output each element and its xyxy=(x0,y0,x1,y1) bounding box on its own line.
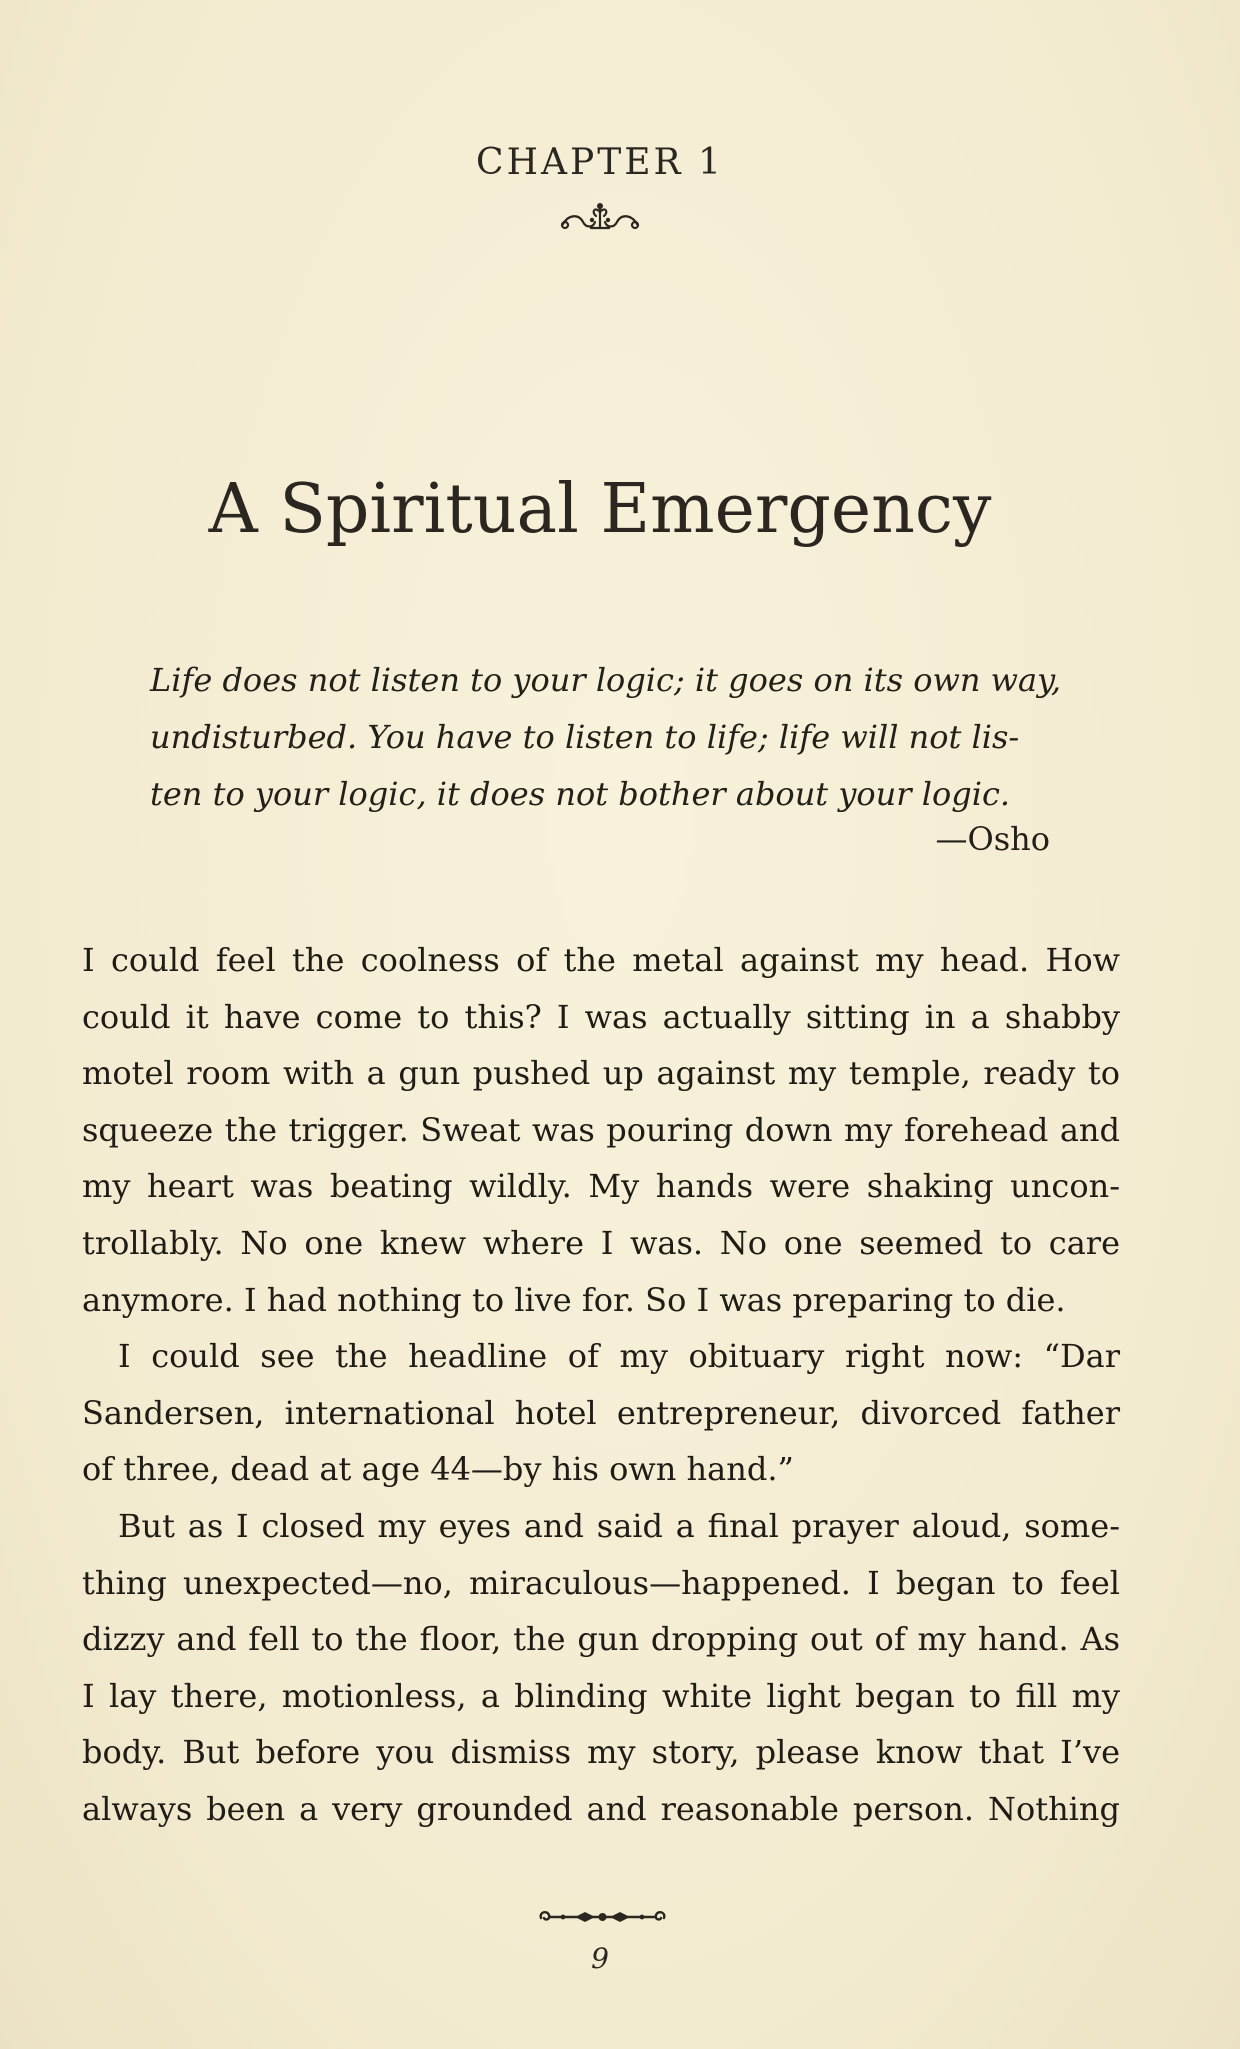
body-line: I could see the headline of my obituary right now: “Dar xyxy=(118,1337,1120,1376)
epigraph-line: undisturbed. You have to listen to life; life will not lis- xyxy=(150,718,1020,756)
page-number: 9 xyxy=(591,1942,609,1975)
fleuron-ornament-icon xyxy=(555,198,645,238)
body-line: trollably. No one knew where I was. No one seemed to care xyxy=(82,1223,1120,1262)
body-line: I lay there, motionless, a blinding white light began to fill my xyxy=(82,1676,1120,1715)
body-line: thing unexpected—no, miraculous—happened. I began to feel xyxy=(82,1563,1120,1602)
body-line: dizzy and fell to the floor, the gun dropping out of my hand. As xyxy=(82,1620,1120,1659)
epigraph-attribution: —Osho xyxy=(935,820,1050,858)
chapter-label: CHAPTER 1 xyxy=(476,142,724,183)
scroll-divider-icon xyxy=(535,1906,670,1928)
body-text xyxy=(82,932,1120,1838)
body-line: body. But before you dismiss my story, please know that I’ve xyxy=(82,1733,1120,1772)
body-line: Sandersen, international hotel entrepreneur, divorced father xyxy=(82,1393,1120,1432)
body-line: my heart was beating wildly. My hands were shaking uncon- xyxy=(82,1167,1120,1206)
epigraph-line: Life does not listen to your logic; it goes on its own way, xyxy=(150,661,1062,699)
body-line: always been a very grounded and reasonable person. Nothing xyxy=(82,1789,1120,1828)
body-line: I could feel the coolness of the metal against my head. How xyxy=(82,941,1120,979)
body-line: of three, dead at age 44—by his own hand.” xyxy=(82,1450,794,1489)
body-line: could it have come to this? I was actually sitting in a shabby xyxy=(82,997,1120,1036)
epigraph-quote xyxy=(150,652,1062,823)
body-line: squeeze the trigger. Sweat was pouring down my forehead and xyxy=(82,1110,1120,1149)
body-line: But as I closed my eyes and said a final prayer aloud, some- xyxy=(118,1506,1120,1545)
body-line: motel room with a gun pushed up against my temple, ready to xyxy=(82,1054,1120,1093)
body-line: anymore. I had nothing to live for. So I was preparing to die. xyxy=(82,1280,1066,1319)
chapter-title: A Spiritual Emergency xyxy=(208,470,992,549)
epigraph-line: ten to your logic, it does not bother about your logic. xyxy=(150,775,1011,813)
